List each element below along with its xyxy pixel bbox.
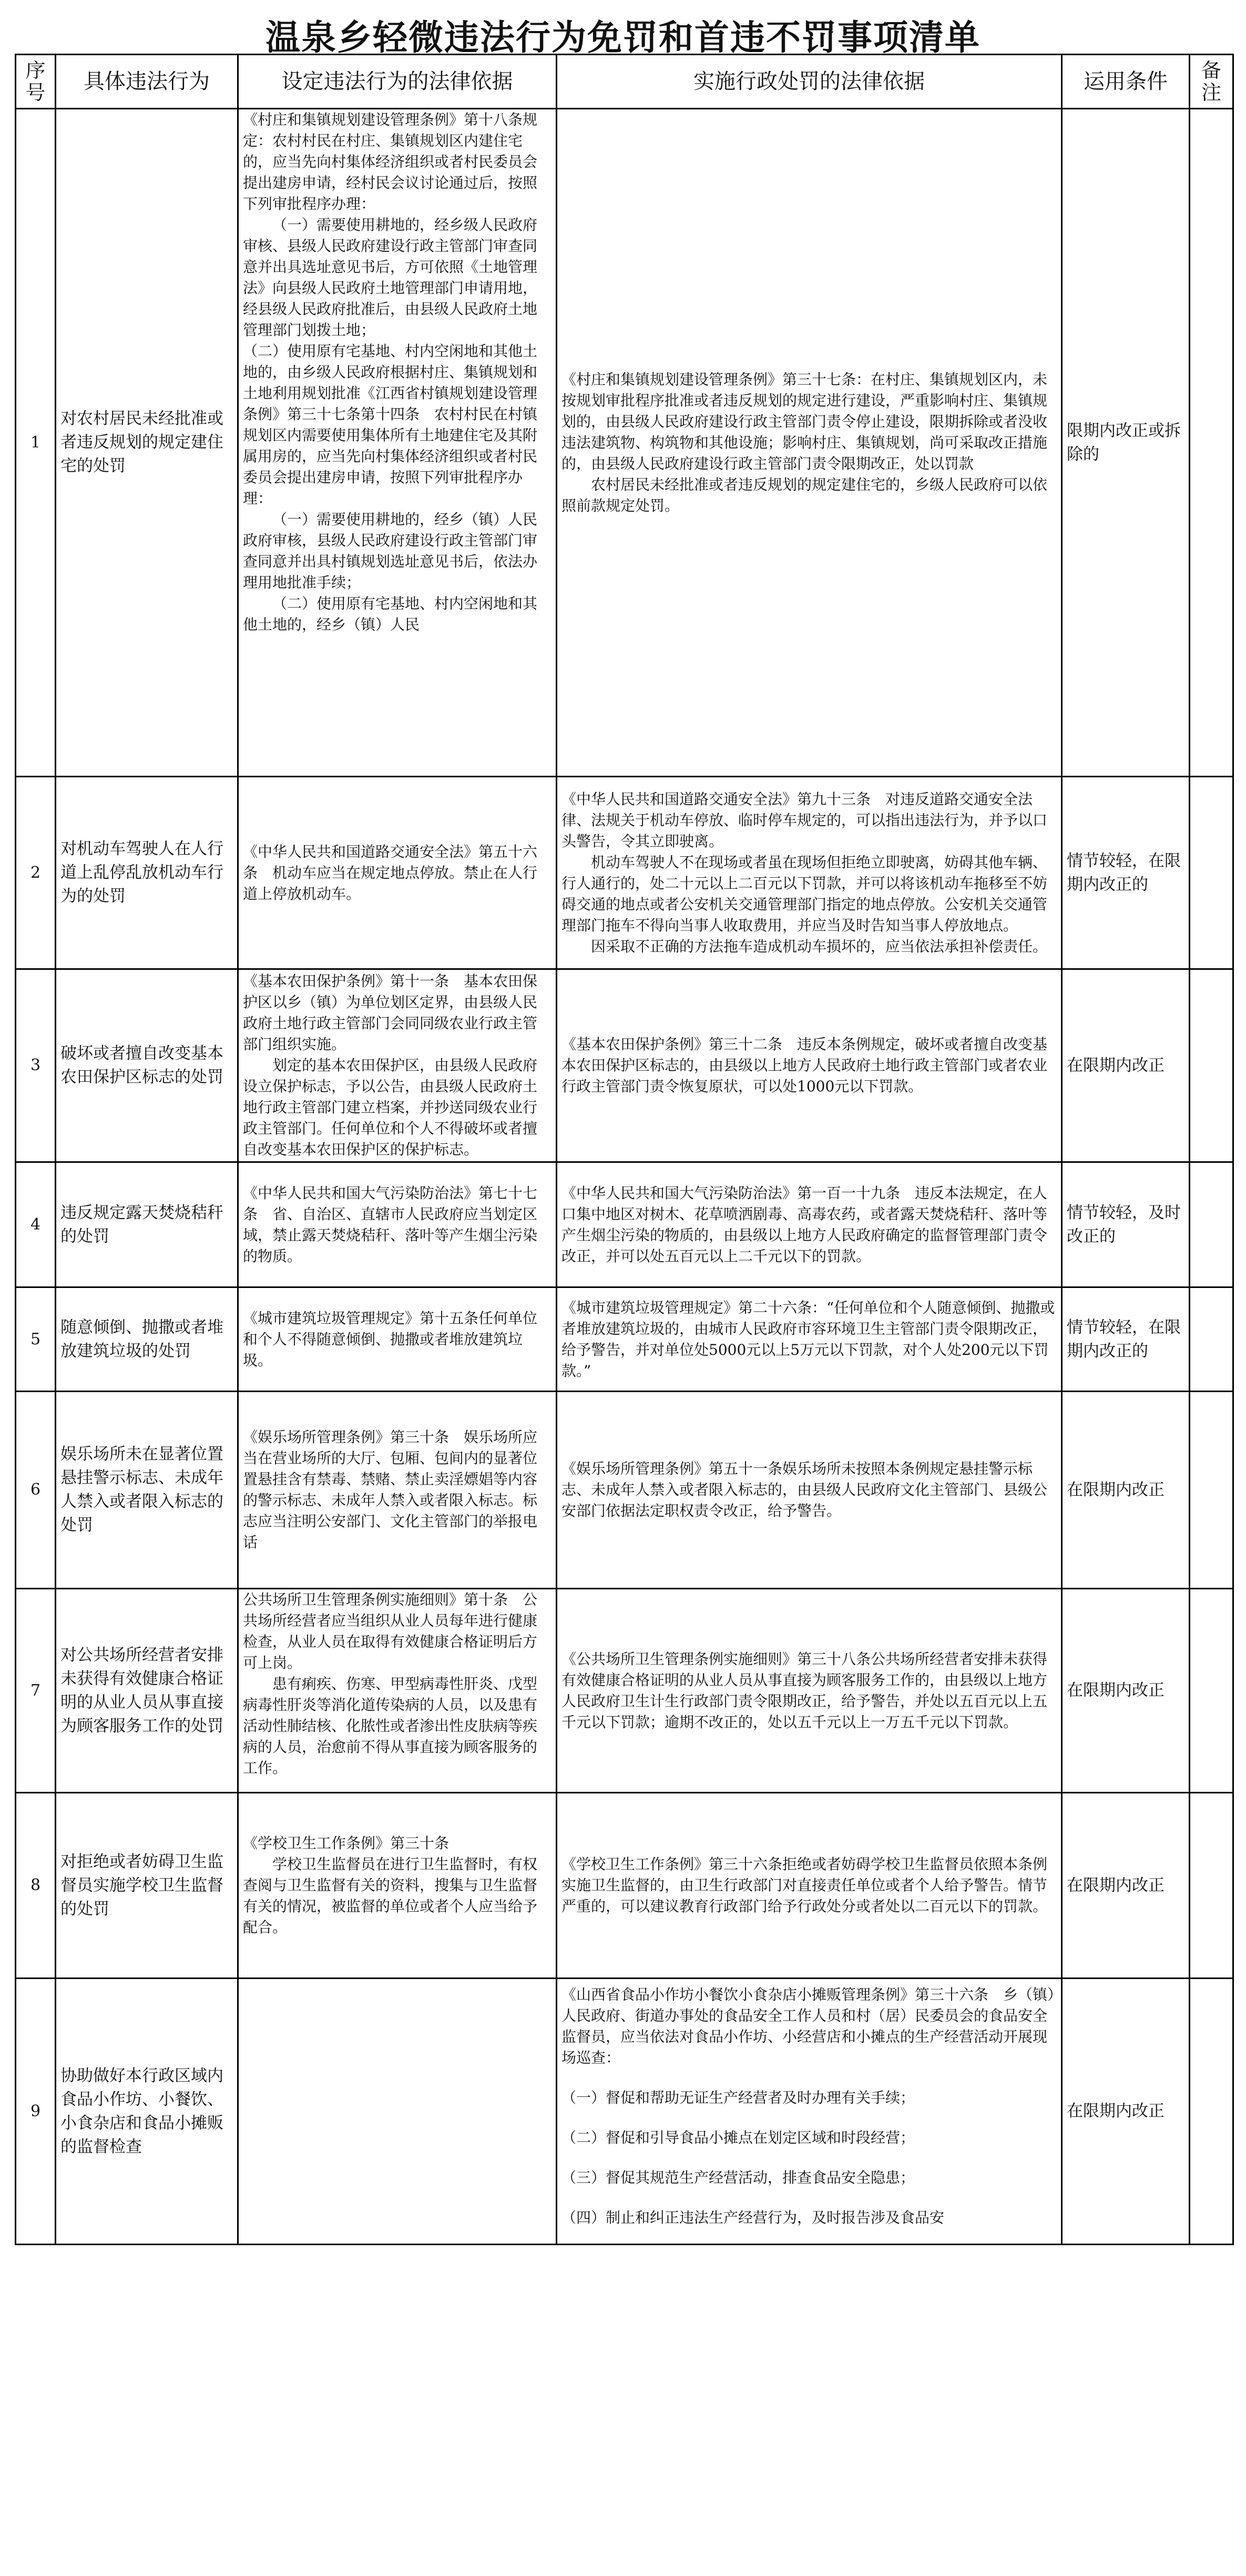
basis-penalty-paragraph: 农村居民未经批准或者违反规划的规定建住宅的，乡级人民政府可以依照前款规定处罚。 [561, 475, 1048, 514]
row-behavior: 对公共场所经营者安排未获得有效健康合格证明的从业人员从事直接为顾客服务工作的处罚 [60, 1645, 223, 1736]
row-behavior-cell [56, 1287, 238, 1392]
header-remark: 备注 [1190, 55, 1233, 109]
basis-set-paragraph: 《基本农田保护条例》第十一条 基本农田保护区以乡（镇）为单位划区定界，由县级人民政府土地行政主管部门会同同级农业行政主管部门组织实施。 [243, 972, 538, 1053]
row-seq: 8 [30, 1876, 41, 1894]
row-condition: 情节较轻，及时改正的 [1067, 1203, 1181, 1246]
row-basis-set-cell [238, 1392, 557, 1589]
row-basis-penalty-cell [557, 777, 1062, 969]
row-remark-cell [1190, 1979, 1233, 2245]
row-behavior: 协助做好本行政区域内食品小作坊、小餐饮、小食杂店和食品小摊贩的监督检查 [60, 2066, 223, 2156]
basis-set-paragraph: 公共场所卫生管理条例实施细则》第十条 公共场所经营者应当组织从业人员每年进行健康检查，从业人员在取得有效健康合格证明后方可上岗。 [243, 1591, 538, 1671]
row-behavior: 娱乐场所未在显著位置悬挂警示标志、未成年人禁入或者限入标志的处罚 [60, 1445, 223, 1535]
row-remark-cell [1190, 1162, 1233, 1287]
row-behavior-cell [56, 1162, 238, 1287]
row-condition-cell [1062, 109, 1190, 777]
basis-penalty-paragraph: 《山西省食品小作坊小餐饮小食杂店小摊贩管理条例》第三十六条 乡（镇）人民政府、街道办事处的食品安全工作人员和村（居）民委员会的食品安全监督员，应当依法对食品小作坊、小经营店和小摊点的生产经营活动开展现场巡查： [561, 1986, 1055, 2066]
basis-penalty-paragraph: 机动车驾驶人不在现场或者虽在现场但拒绝立即驶离，妨碍其他车辆、行人通行的，处二十元以上二百元以下罚款，并可以将该机动车拖移至不妨碍交通的地点或者公安机关交通管理部门指定的地点停放。公安机关交通管理部门拖车不得向当事人收取费用，并应当及时告知当事人停放地点。 [561, 853, 1048, 934]
row-seq-cell [16, 777, 56, 969]
basis-set-paragraph: 《村庄和集镇规划建设管理条例》第十八条规定：农村村民在村庄、集镇规划区内建住宅的，应当先向村集体经济组织或者村民委员会提出建房申请，经村民会议讨论通过后，按照下列审批程序办理： [243, 111, 538, 212]
header-behavior: 具体违法行为 [56, 55, 238, 109]
basis-set-paragraph: 《娱乐场所管理条例》第三十条 娱乐场所应当在营业场所的大厅、包厢、包间内的显著位置悬挂含有禁毒、禁赌、禁止卖淫嫖娼等内容的警示标志、未成年人禁入或者限入标志。标志应当注明公安部门、文化主管部门的举报电话 [243, 1428, 538, 1551]
row-basis-set-cell [238, 969, 557, 1162]
header-basis-penalty: 实施行政处罚的法律依据 [557, 55, 1062, 109]
row-behavior: 对农村居民未经批准或者违反规划的规定建住宅的处罚 [60, 409, 223, 475]
row-condition: 情节较轻，在限期内改正的 [1067, 1317, 1181, 1361]
row-basis-penalty-cell [557, 109, 1062, 777]
row-seq-cell [16, 1979, 56, 2245]
basis-penalty-paragraph: 因采取不正确的方法拖车造成机动车损坏的，应当依法承担补偿责任。 [591, 937, 1048, 955]
row-condition-cell [1062, 1287, 1190, 1392]
row-basis-penalty-cell [557, 969, 1062, 1162]
row-behavior-cell [56, 777, 238, 969]
row-remark-cell [1190, 969, 1233, 1162]
row-basis-penalty-cell [557, 1589, 1062, 1793]
row-behavior: 对机动车驾驶人在人行道上乱停乱放机动车行为的处罚 [60, 839, 223, 906]
row-condition-cell [1062, 1793, 1190, 1979]
row-condition: 在限期内改正 [1067, 1480, 1165, 1499]
row-basis-set-cell [238, 1589, 557, 1793]
table-row [16, 1589, 1233, 1793]
row-behavior: 破坏或者擅自改变基本农田保护区标志的处罚 [60, 1044, 223, 1087]
row-seq: 3 [30, 1056, 41, 1074]
row-condition-cell [1062, 1392, 1190, 1589]
row-remark-cell [1190, 777, 1233, 969]
header-condition: 运用条件 [1062, 55, 1190, 109]
row-basis-set-cell [238, 1979, 557, 2245]
row-remark-cell [1190, 109, 1233, 777]
row-seq: 2 [30, 863, 41, 882]
row-condition: 在限期内改正 [1067, 1056, 1165, 1075]
basis-penalty-paragraph: 《村庄和集镇规划建设管理条例》第三十七条：在村庄、集镇规划区内，未按规划审批程序批准或者违反规划的规定进行建设，严重影响村庄、集镇规划的，由县级人民政府建设行政主管部门责令停止建设，限期拆除或者没收违法建筑物、构筑物和其他设施；影响村庄、集镇规划，尚可采取改正措施的，由县级人民政府建设行政主管部门责令限期改正，处以罚款 [561, 370, 1048, 472]
basis-penalty-paragraph: （一）督促和帮助无证生产经营者及时办理有关手续； [561, 2089, 915, 2106]
row-condition-cell [1062, 777, 1190, 969]
basis-set-paragraph: 《中华人民共和国大气污染防治法》第七十七条 省、自治区、直辖市人民政府应当划定区域，禁止露天焚烧秸秆、落叶等产生烟尘污染的物质。 [243, 1184, 538, 1265]
basis-penalty-paragraph: 《中华人民共和国道路交通安全法》第九十三条 对违反道路交通安全法律、法规关于机动车停放、临时停车规定的，可以指出违法行为，并予以口头警告，令其立即驶离。 [561, 790, 1048, 850]
basis-penalty-paragraph: （四）制止和纠正违法生产经营行为，及时报告涉及食品安 [561, 2209, 945, 2226]
basis-penalty-paragraph: 《城市建筑垃圾管理规定》第二十六条：“任何单位和个人随意倾倒、抛撒或者堆放建筑垃圾的，由城市人民政府市容环境卫生主管部门责令限期改正，给予警告，并对单位处5000元以上5万元以下罚款，对个人处200元以下罚款。” [561, 1299, 1055, 1380]
basis-penalty-paragraph: 《公共场所卫生管理条例实施细则》第三十八条公共场所经营者安排未获得有效健康合格证明的从业人员从事直接为顾客服务工作的，由县级以上地方人民政府卫生计生行政部门责令限期改正，给予警告，并处以五百元以上五千元以下罚款；逾期不改正的，处以五千元以上一万五千元以下罚款。 [561, 1650, 1048, 1731]
row-seq-cell [16, 1287, 56, 1392]
row-seq-cell [16, 109, 56, 777]
basis-set-paragraph: （二）使用原有宅基地、村内空闲地和其他土地的，由乡级人民政府根据村庄、集镇规划和土地利用规划批准《江西省村镇规划建设管理条例》第三十七条第十四条 农村村民在村镇规划区内需要使用集体所有土地建住宅及其附属用房的，应当先向村集体经济组织或者村民委员会提出建房申请，按照下列审批程序办理： [243, 342, 538, 507]
row-basis-penalty-cell [557, 1793, 1062, 1979]
row-condition: 在限期内改正 [1067, 1875, 1165, 1895]
row-basis-set-cell [238, 777, 557, 969]
header-seq: 序号 [16, 55, 56, 109]
basis-set-paragraph: （一）需要使用耕地的，经乡（镇）人民政府审核，县级人民政府建设行政主管部门审查同意并出具村镇规划选址意见书后，依法办理用地批准手续； [243, 511, 538, 591]
basis-set-paragraph: （一）需要使用耕地的，经乡级人民政府审核、县级人民政府建设行政主管部门审查同意并出具选址意见书后，方可依照《土地管理法》向县级人民政府土地管理部门申请用地，经县级人民政府批准后，由县级人民政府土地管理部门划拨土地； [243, 216, 538, 339]
row-remark-cell [1190, 1392, 1233, 1589]
basis-set-paragraph: （二）使用原有宅基地、村内空闲地和其他土地的，经乡（镇）人民 [243, 595, 538, 633]
row-behavior-cell [56, 1392, 238, 1589]
basis-set-paragraph: 《学校卫生工作条例》第三十条 [243, 1834, 450, 1852]
row-seq: 5 [30, 1330, 41, 1348]
row-behavior-cell [56, 969, 238, 1162]
row-condition-cell [1062, 1979, 1190, 2245]
header-basis-set: 设定违法行为的法律依据 [238, 55, 557, 109]
row-seq: 1 [30, 433, 41, 452]
table-header-row [16, 55, 1233, 109]
document-title: 温泉乡轻微违法行为免罚和首违不罚事项清单 [265, 17, 981, 58]
row-seq-cell [16, 1392, 56, 1589]
row-seq-cell [16, 1162, 56, 1287]
row-condition-cell [1062, 1162, 1190, 1287]
row-basis-set-cell [238, 1287, 557, 1392]
table-row [16, 1793, 1233, 1979]
row-seq: 7 [30, 1681, 41, 1700]
table-row [16, 969, 1233, 1162]
row-condition-cell [1062, 969, 1190, 1162]
row-remark-cell [1190, 1793, 1233, 1979]
basis-penalty-paragraph: 《基本农田保护条例》第三十二条 违反本条例规定，破坏或者擅自改变基本农田保护区标志的，由县级以上地方人民政府土地行政主管部门或者农业行政主管部门责令恢复原状，可以处1000元以下罚款。 [561, 1036, 1048, 1095]
row-basis-set-cell [238, 1162, 557, 1287]
table-row [16, 1392, 1233, 1589]
row-condition: 情节较轻，在限期内改正的 [1067, 851, 1181, 894]
row-behavior: 违反规定露天焚烧秸秆的处罚 [60, 1203, 223, 1246]
row-seq-cell [16, 969, 56, 1162]
row-seq-cell [16, 1589, 56, 1793]
basis-set-paragraph: 划定的基本农田保护区，由县级人民政府设立保护标志，予以公告，由县级人民政府土地行政主管部门建立档案，并抄送同级农业行政主管部门。任何单位和个人不得破坏或者擅自改变基本农田保护区的保护标志。 [243, 1057, 538, 1158]
table-row [16, 1162, 1233, 1287]
row-remark-cell [1190, 1287, 1233, 1392]
row-remark-cell [1190, 1589, 1233, 1793]
table-row [16, 1979, 1233, 2245]
row-condition: 在限期内改正 [1067, 1681, 1165, 1700]
row-seq: 6 [30, 1480, 41, 1499]
row-condition: 限期内改正或拆除的 [1067, 421, 1181, 464]
row-condition-cell [1062, 1589, 1190, 1793]
row-behavior: 随意倾倒、抛撒或者堆放建筑垃圾的处罚 [60, 1317, 223, 1361]
basis-penalty-paragraph: 《学校卫生工作条例》第三十六条拒绝或者妨碍学校卫生监督员依照本条例实施卫生监督的，由卫生行政部门对直接责任单位或者个人给予警告。情节严重的，可以建议教育行政部门给予行政处分或者处以二百元以下的罚款。 [561, 1855, 1048, 1915]
basis-penalty-paragraph: 《中华人民共和国大气污染防治法》第一百一十九条 违反本法规定，在人口集中地区对树木、花草喷洒剧毒、高毒农药，或者露天焚烧秸秆、落叶等产生烟尘污染的物质的，由县级以上地方人民政府确定的监督管理部门责令改正，并可以处五百元以上二千元以下的罚款。 [561, 1184, 1048, 1265]
basis-set-paragraph: 《中华人民共和国道路交通安全法》第五十六条 机动车应当在规定地点停放。禁止在人行道上停放机动车。 [243, 843, 538, 902]
row-basis-set-cell [238, 1793, 557, 1979]
table-row [16, 109, 1233, 777]
basis-penalty-paragraph: 《娱乐场所管理条例》第五十一条娱乐场所未按照本条例规定悬挂警示标志、未成年人禁入或者限入标志的，由县级人民政府文化主管部门、县级公安部门依据法定职权责令改正，给予警告。 [561, 1460, 1048, 1519]
table-row [16, 777, 1233, 969]
basis-penalty-paragraph: （二）督促和引导食品小摊点在划定区域和时段经营； [561, 2129, 915, 2146]
row-behavior-cell [56, 1589, 238, 1793]
basis-set-paragraph: 学校卫生监督员在进行卫生监督时，有权查阅与卫生监督有关的资料，搜集与卫生监督有关的情况，被监督的单位或者个人应当给予配合。 [243, 1855, 538, 1936]
row-basis-penalty-cell [557, 1162, 1062, 1287]
row-behavior-cell [56, 1979, 238, 2245]
row-seq-cell [16, 1793, 56, 1979]
row-basis-set-cell [238, 109, 557, 777]
basis-penalty-paragraph: （三）督促其规范生产经营活动，排查食品安全隐患； [561, 2169, 915, 2186]
row-basis-penalty-cell [557, 1392, 1062, 1589]
row-basis-penalty-cell [557, 1287, 1062, 1392]
row-behavior-cell [56, 1793, 238, 1979]
row-seq: 4 [30, 1215, 41, 1234]
row-basis-penalty-cell [557, 1979, 1062, 2245]
basis-set-paragraph: 《城市建筑垃圾管理规定》第十五条任何单位和个人不得随意倾倒、抛撒或者堆放建筑垃圾。 [243, 1309, 538, 1369]
row-seq: 9 [30, 2102, 41, 2121]
basis-set-paragraph: 患有痢疾、伤寒、甲型病毒性肝炎、戊型病毒性肝炎等消化道传染病的人员，以及患有活动性肺结核、化脓性或者渗出性皮肤病等疾病的人员，治愈前不得从事直接为顾客服务的工作。 [243, 1675, 538, 1777]
penalty-exemption-table [15, 54, 1234, 2245]
table-row [16, 1287, 1233, 1392]
row-condition: 在限期内改正 [1067, 2102, 1165, 2121]
row-behavior: 对拒绝或者妨碍卫生监督员实施学校卫生监督的处罚 [60, 1852, 223, 1919]
row-behavior-cell [56, 109, 238, 777]
